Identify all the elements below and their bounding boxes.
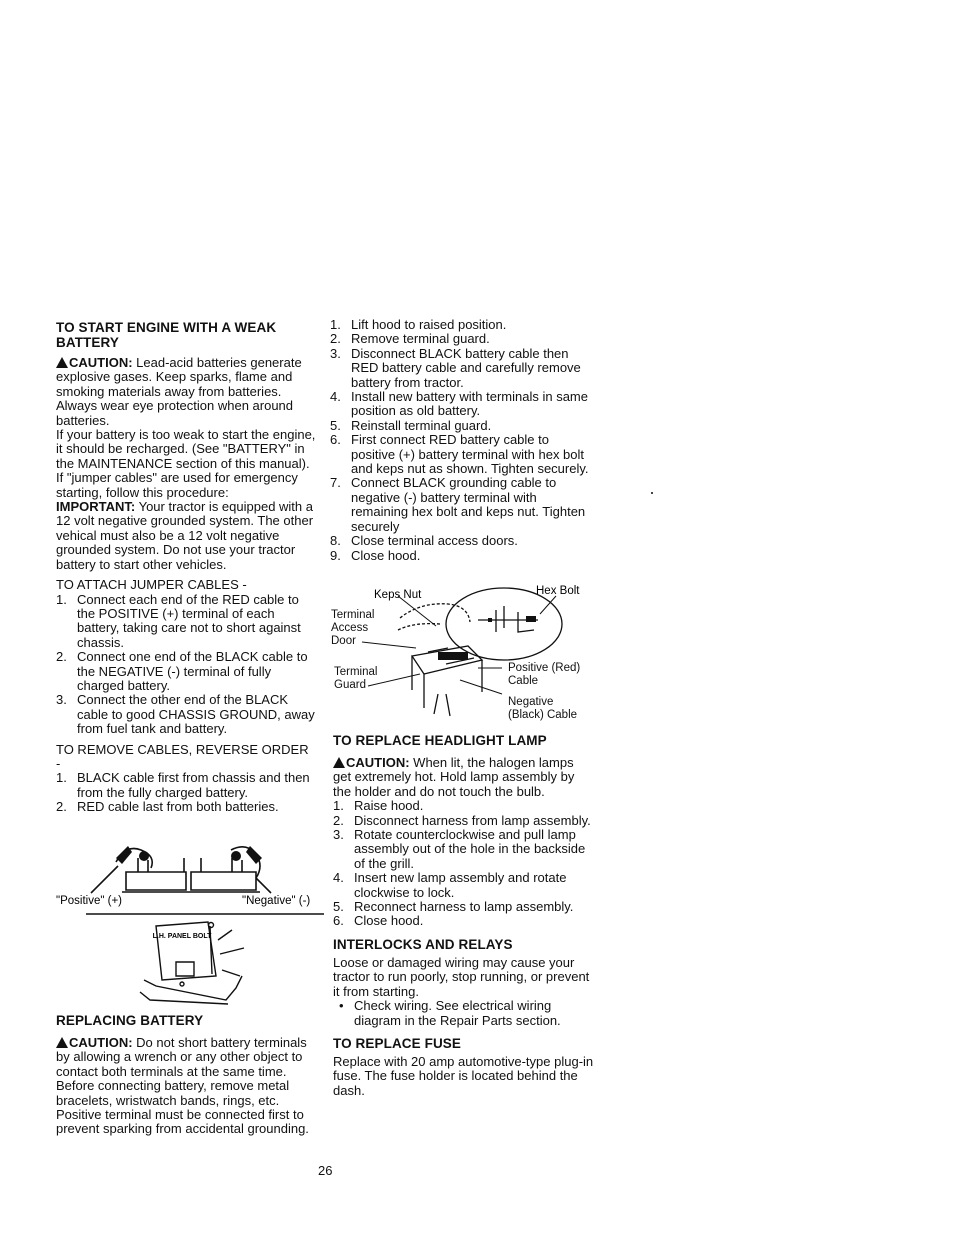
panel-bolt-label: L.H. PANEL BOLT [152,933,212,940]
terminal-access-door-label: Terminal Access Door [331,609,375,647]
interlocks-bullets [333,999,595,1028]
caution-label: CAUTION: [346,755,410,770]
list-item: 7. Connect BLACK grounding cable to negative (-) battery terminal with remaining hex bolt and keps nut. Tighten securely [330,475,586,534]
caution-paragraph [333,756,595,799]
list-item: 2. Connect one end of the BLACK cable to the NEGATIVE (-) terminal of fully charged battery. [56,649,308,693]
list-item: 5. Reinstall terminal guard. [330,417,492,433]
attach-steps-list [56,593,316,737]
caution-paragraph [56,356,316,428]
fuse-paragraph: Replace with 20 amp automotive-type plug-in fuse. The fuse holder is located behind the dash. [333,1053,594,1098]
page-number: 26 [318,1163,333,1178]
list-item: 1. BLACK cable first from chassis and then from the fully charged battery. [56,770,310,800]
remove-steps-list [56,771,316,814]
caution-label: CAUTION: [69,1035,133,1050]
scan-speck [651,492,653,494]
list-item: 6. First connect RED battery cable to positive (+) battery terminal with hex bolt and keps nut as shown. Tighten securely. [330,432,589,477]
caution-text: Lead-acid batteries generate explosive gases. Keep sparks, flame and smoking materials away from batteries. Always wear eye protection when around batteries. [56,355,302,428]
keps-nut-label: Keps Nut [374,589,422,601]
list-item: • Check wiring. See electrical wiring diagram in the Repair Parts section. [339,998,561,1028]
list-item: 4. Insert new lamp assembly and rotate clockwise to lock. [333,870,567,900]
panel-bolt-illustration [136,920,256,1006]
weak-battery-paragraph: If your battery is too weak to start the engine, it should be recharged. (See "BATTERY" in the MAINTENANCE section of this manual). [56,427,316,471]
right-lower-section [333,733,595,1098]
list-item: 5. Reconnect harness to lamp assembly. [333,899,574,915]
caution-label: CAUTION: [69,355,133,370]
list-item: 4. Install new battery with terminals in same position as old battery. [330,389,588,419]
list-item: 2. Disconnect harness from lamp assembly. [333,812,591,828]
negative-cable-label: Negative (Black) Cable [508,696,578,721]
warning-triangle-icon [333,757,345,768]
important-label: IMPORTANT: [56,499,136,515]
interlocks-paragraph: Loose or damaged wiring may cause your tractor to run poorly, stop running, or prevent it from starting. [333,954,590,999]
caution-text: When lit, the halogen lamps get extremely hot. Hold lamp assembly by the holder and do not touch the bulb. [333,755,575,799]
important-paragraph [56,500,316,572]
list-item: 3. Rotate counterclockwise and pull lamp assembly out of the hole in the backside of the grill. [333,827,586,871]
positive-first-paragraph: Positive terminal must be connected first to prevent sparking from accidental grounding. [56,1107,309,1137]
important-text: Your tractor is equipped with a 12 volt negative grounded system. The other vehical must also be a 12 volt negative grounded system. Do not use your tractor battery to start other vehicles. [56,499,314,572]
list-item: 3. Connect the other end of the BLACK cable to good CHASSIS GROUND, away from fuel tank and battery. [56,692,315,737]
list-item: 2. RED cable last from both batteries. [56,799,279,815]
start-engine-heading: TO START ENGINE WITH A WEAK BATTERY [56,320,277,350]
warning-triangle-icon [56,1037,68,1048]
jumper-cable-illustration [56,838,326,916]
attach-cables-heading: TO ATTACH JUMPER CABLES - [56,577,247,593]
jumper-cables-paragraph: If "jumper cables" are used for emergency starting, follow this procedure: [56,470,298,500]
list-item: 8. Close terminal access doors. [330,533,518,549]
list-item: 1. Lift hood to raised position. [330,317,507,332]
replacing-battery-section [56,1013,316,1137]
replacing-battery-heading: REPLACING BATTERY [56,1013,204,1028]
list-item: 6. Close hood. [333,913,424,929]
list-item: 2. Remove terminal guard. [330,331,490,347]
caution-paragraph [56,1036,316,1108]
warning-triangle-icon [56,357,68,368]
left-column [56,320,316,815]
right-column [330,318,592,563]
hex-bolt-label: Hex Bolt [536,585,580,597]
headlight-heading: TO REPLACE HEADLIGHT LAMP [333,733,547,748]
list-item: 3. Disconnect BLACK battery cable then RED battery cable and carefully remove battery from tractor. [330,345,581,390]
interlocks-heading: INTERLOCKS AND RELAYS [333,936,513,952]
list-item: 1. Connect each end of the RED cable to the POSITIVE (+) terminal of each battery, taking care not to short against chassis. [56,591,301,650]
replace-battery-steps [330,318,592,563]
fuse-heading: TO REPLACE FUSE [333,1035,462,1051]
positive-cable-label: Positive (Red) Cable [508,662,581,687]
terminal-guard-label: Terminal Guard [334,666,378,691]
positive-label: "Positive" (+) [56,895,123,907]
remove-cables-heading: TO REMOVE CABLES, REVERSE ORDER - [56,741,309,771]
list-item: 9. Close hood. [330,547,421,563]
list-item: 1. Raise hood. [333,798,424,814]
caution-text: Do not short battery terminals by allowing a wrench or any other object to contact both terminals at the same time. Before connecting battery, remove metal bracelets, wristwatch bands, rings, etc. [56,1035,307,1108]
negative-label: "Negative" (-) [242,895,311,907]
headlight-steps-list [333,799,595,929]
